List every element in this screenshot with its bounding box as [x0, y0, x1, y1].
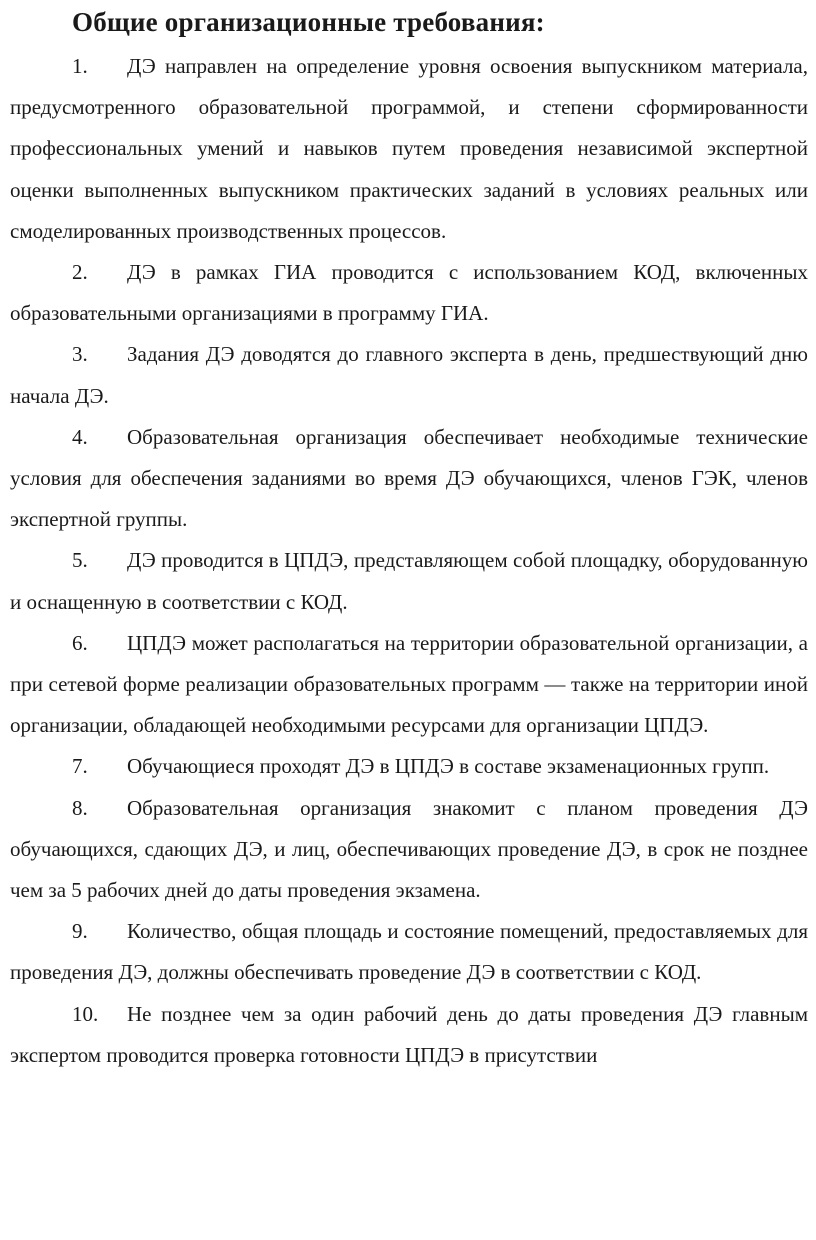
list-item	[10, 746, 808, 787]
item-number: 6.	[72, 630, 88, 655]
item-text: ДЭ направлен на определение уровня освоения выпускником материала, предусмотренного образовательной программой, и степени сформированности профессиональных умений и навыков путем проведения независимой экспертной оценки выполненных выпускником практических заданий в условиях реальных или смоделированных производственных процессов.	[10, 54, 808, 243]
item-number: 1.	[72, 54, 88, 78]
section-heading: Общие организационные требования:	[72, 7, 545, 37]
list-item	[10, 911, 808, 993]
item-text: Не позднее чем за один рабочий день до даты проведения ДЭ главным экспертом проводится проверка готовности ЦПДЭ в присутствии	[10, 1001, 808, 1067]
item-text: Обучающиеся проходят ДЭ в ЦПДЭ в составе экзаменационных групп.	[127, 754, 770, 779]
item-text: ЦПДЭ может располагаться на территории образовательной организации, а при сетевой форме реализации образовательных программ — также на территории иной организации, обладающей необходимыми ресурсами для организации ЦПДЭ.	[10, 630, 808, 738]
list-item	[10, 788, 808, 912]
list-item	[10, 540, 808, 622]
item-number: 5.	[72, 548, 88, 573]
item-text: ДЭ в рамках ГИА проводится с использованием КОД, включенных образовательными организациями в программу ГИА.	[10, 260, 808, 326]
list-item	[10, 252, 808, 334]
item-text: Образовательная организация обеспечивает необходимые технические условия для обеспечения заданиями во время ДЭ обучающихся, членов ГЭК, членов экспертной группы.	[10, 424, 808, 532]
list-item	[10, 46, 808, 252]
list-item	[10, 994, 808, 1076]
list-item	[10, 623, 808, 747]
item-number: 2.	[72, 260, 88, 285]
list-item	[10, 334, 808, 416]
item-number: 10.	[72, 1001, 99, 1026]
item-number: 7.	[72, 754, 88, 779]
item-text: Задания ДЭ доводятся до главного эксперта в день, предшествующий дню начала ДЭ.	[10, 342, 808, 408]
item-number: 9.	[72, 919, 88, 944]
item-text: ДЭ проводится в ЦПДЭ, представляющем собой площадку, оборудованную и оснащенную в соответствии с КОД.	[10, 548, 808, 614]
item-text: Образовательная организация знакомит с планом проведения ДЭ обучающихся, сдающих ДЭ, и лиц, обеспечивающих проведение ДЭ, в срок не позднее чем за 5 рабочих дней до даты проведения экзамена.	[10, 795, 808, 903]
item-number: 3.	[72, 342, 88, 367]
item-text: Количество, общая площадь и состояние помещений, предоставляемых для проведения ДЭ, должны обеспечивать проведение ДЭ в соответствии с КОД.	[10, 919, 808, 985]
item-number: 4.	[72, 424, 88, 449]
list-item	[10, 417, 808, 541]
item-number: 8.	[72, 795, 88, 820]
